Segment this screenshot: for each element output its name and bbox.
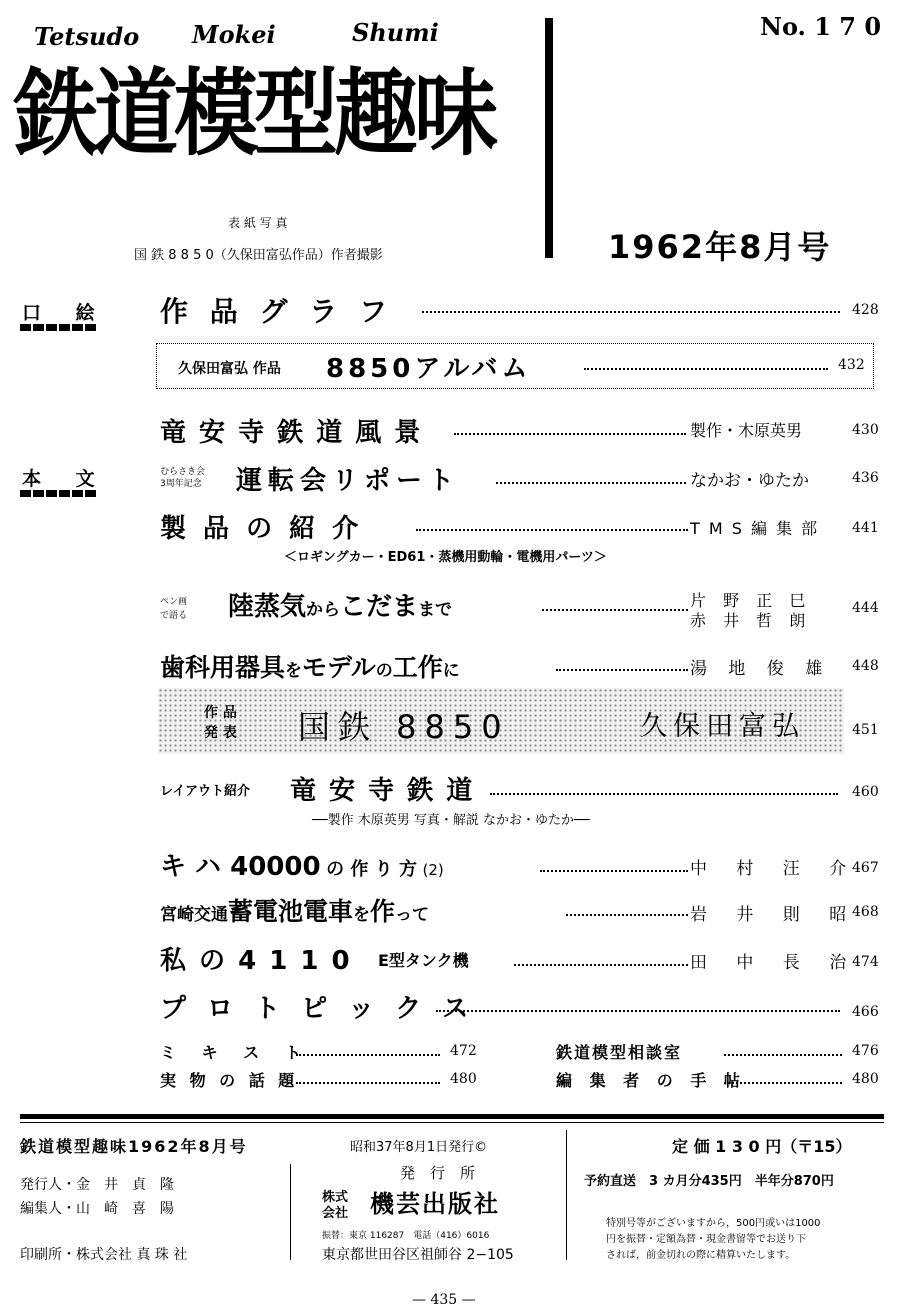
page-number: — 435 —: [412, 1292, 476, 1308]
colophon-top-rule-thin: [20, 1122, 884, 1123]
toc-shika-title-f: に: [442, 661, 460, 681]
colophon-company: 機芸出版社: [370, 1190, 500, 1218]
toc-miyazaki-title-b: を: [353, 905, 371, 925]
colophon-address: 東京都世田谷区祖師谷 2−105: [322, 1247, 514, 1263]
toc-album-page: 432: [838, 357, 865, 373]
toc-shika-author: 湯 地 俊 雄: [690, 659, 831, 679]
toc-miyazaki-leader: [566, 914, 688, 916]
toc-kokutetsu-page: 451: [852, 722, 879, 738]
toc-okajoki-title-b: から: [306, 600, 341, 620]
toc-kokutetsu-author: 久保田富弘: [640, 711, 805, 742]
toc-miyazaki-title-a: 蓄電池電車: [228, 897, 354, 926]
toc-kiha-part: (2): [422, 861, 444, 879]
toc-kokutetsu-tag1: 作 品: [204, 705, 237, 721]
toc-album-leader: [584, 368, 828, 370]
issue-date: 1962年8月号: [608, 228, 832, 266]
toc-sodan-title[interactable]: 鉄道模型相談室: [556, 1043, 683, 1062]
colophon-left-divider: [290, 1164, 291, 1260]
toc-okajoki-title-c: こだま: [340, 592, 419, 622]
toc-album-title: 8850アルバム: [326, 354, 532, 384]
toc-layout-page: 460: [852, 784, 879, 800]
toc-proto-leader: [436, 1010, 840, 1012]
toc-mixed-page: 472: [450, 1043, 477, 1059]
toc-okajoki-author1: 片 野 正 巳: [690, 591, 812, 610]
colophon-top-rule: [20, 1114, 884, 1119]
toc-okajoki-title-a: 陸蒸気: [228, 592, 307, 622]
toc-unten-title[interactable]: 運転会リポート: [236, 466, 461, 496]
colophon-printer: 印刷所・株式会社 真 珠 社: [20, 1247, 188, 1263]
toc-okajoki-tag1: ペン画: [160, 597, 188, 607]
toc-ryuanji-author: 製作・木原英男: [690, 421, 803, 440]
toc-unten-author: なかお・ゆたか: [690, 471, 809, 491]
colophon-price: 定 価 1 3 0 円（〒15）: [672, 1137, 852, 1156]
toc-shika-leader: [556, 669, 688, 671]
toc-shika-title[interactable]: [160, 648, 460, 684]
toc-kiha-title-b: の 作 り 方: [326, 859, 417, 880]
romaji-tetsudo: Tetsudo: [34, 22, 140, 51]
toc-unten-tag2: 3周年記念: [160, 479, 202, 489]
toc-layout-leader: [490, 793, 838, 795]
toc-shika-title-d: の: [375, 661, 393, 681]
toc-okajoki-author2: 赤 井 哲 朗: [690, 611, 812, 630]
toc-jitsubutsu-leader: [296, 1082, 440, 1084]
toc-kiha-page: 467: [852, 860, 879, 876]
toc-mixed-title[interactable]: ミ キ ス ト: [160, 1043, 311, 1062]
colophon-note-3: されば，前金切れの際に精算いたします。: [606, 1250, 796, 1261]
toc-proto-page: 466: [852, 1004, 879, 1020]
toc-graph-title[interactable]: 作 品 グ ラ フ: [160, 295, 393, 328]
toc-album-prefix: 久保田富弘 作品: [178, 361, 281, 377]
colophon-account: 振替：東京 116287 電話（416）6016: [322, 1231, 490, 1241]
toc-okajoki-page: 444: [852, 600, 879, 616]
colophon-note-2: 円を振替・定額為替・現金書留等でお送り下: [606, 1234, 806, 1245]
toc-okajoki-title-d: まで: [418, 600, 453, 620]
toc-kokutetsu-title: 国鉄 8850: [298, 708, 510, 746]
toc-sodan-leader: [724, 1054, 842, 1056]
toc-miyazaki-title[interactable]: [160, 892, 429, 928]
toc-watashi-author: 田 中 長 治: [690, 953, 859, 973]
section-honbun-bar: [20, 490, 98, 497]
toc-henshu-leader: [724, 1082, 842, 1084]
magazine-title: 鉄道模型趣味: [14, 58, 495, 169]
romaji-mokei: Mokei: [192, 20, 276, 49]
colophon-mid-divider: [566, 1130, 567, 1260]
toc-kokutetsu-tag2: 発 表: [204, 725, 237, 741]
colophon-subscription: 予約直送 3 カ月分435円 半年分870円: [584, 1174, 834, 1189]
toc-seihin-sub: ＜ロギングカー・ED61・蒸機用動輪・電機用パーツ＞: [284, 550, 607, 565]
colophon-kabushiki2: 会社: [322, 1206, 349, 1221]
section-kuchie: 口 絵: [22, 302, 109, 324]
cover-label: 表 紙 写 真: [228, 216, 288, 230]
masthead-divider: [545, 18, 553, 258]
colophon-kabushiki1: 株式: [322, 1190, 349, 1205]
toc-ryuanji-page: 430: [852, 422, 879, 438]
colophon-hakkosho: 発 行 所: [400, 1164, 476, 1182]
toc-layout-tag: レイアウト紹介: [160, 784, 250, 799]
toc-layout-sub: ──製作 木原英男 写真・解説 なかお・ゆたか──: [312, 813, 590, 828]
toc-watashi-leader: [514, 964, 688, 966]
toc-shika-page: 448: [852, 658, 879, 674]
toc-kiha-title-a: キ ハ 40000: [160, 852, 321, 882]
toc-jitsubutsu-title[interactable]: 実 物 の 話 題: [160, 1071, 299, 1090]
toc-ryuanji-leader: [454, 433, 686, 435]
section-honbun: 本 文: [22, 468, 109, 490]
toc-miyazaki-title-c: 作: [370, 897, 396, 926]
toc-seihin-page: 441: [852, 520, 879, 536]
toc-graph-leader: [422, 311, 840, 313]
toc-kiha-author: 中 村 汪 介: [690, 859, 859, 879]
toc-graph-page: 428: [852, 302, 879, 318]
romaji-shumi: Shumi: [352, 18, 439, 47]
colophon-title: 鉄道模型趣味1962年8月号: [20, 1137, 248, 1156]
toc-watashi-title[interactable]: 私 の 4 1 1 0: [160, 946, 352, 976]
toc-proto-title[interactable]: プ ロ ト ピ ッ ク ス: [160, 994, 475, 1024]
toc-watashi-sub: E型タンク機: [378, 951, 469, 970]
toc-miyazaki-title-d: って: [395, 905, 430, 925]
issue-number: No. 1 7 0: [760, 12, 882, 41]
colophon-editor: 編集人・山 崎 喜 陽: [20, 1201, 174, 1217]
toc-unten-leader: [496, 482, 686, 484]
toc-jitsubutsu-page: 480: [450, 1071, 477, 1087]
toc-seihin-author: T M S 編 集 部: [690, 519, 820, 538]
toc-shika-title-a: 歯科用器具: [160, 653, 286, 682]
toc-henshu-title[interactable]: 編 集 者 の 手 帖: [556, 1071, 746, 1090]
toc-layout-title[interactable]: 竜 安 寺 鉄 道: [290, 776, 475, 806]
toc-miyazaki-author: 岩 井 則 昭: [690, 905, 859, 925]
toc-seihin-title[interactable]: 製 品 の 紹 介: [160, 514, 363, 544]
toc-shika-title-b: を: [285, 661, 303, 681]
colophon-publisher: 発行人・金 井 貞 隆: [20, 1177, 174, 1193]
toc-henshu-page: 480: [852, 1071, 879, 1087]
toc-okajoki-leader: [542, 609, 688, 611]
toc-kiha-leader: [540, 870, 688, 872]
toc-watashi-page: 474: [852, 954, 879, 970]
section-kuchie-bar: [20, 324, 98, 331]
toc-miyazaki-page: 468: [852, 904, 879, 920]
toc-okajoki-title[interactable]: [228, 586, 452, 623]
toc-kiha-title[interactable]: [160, 846, 444, 883]
toc-mixed-leader: [296, 1054, 440, 1056]
toc-shika-title-e: 工作: [392, 653, 443, 682]
toc-okajoki-tag2: で語る: [160, 611, 188, 621]
toc-sodan-page: 476: [852, 1043, 879, 1059]
colophon-note-1: 特別号等がございますから，500円或いは1000: [606, 1218, 821, 1229]
toc-unten-page: 436: [852, 470, 879, 486]
toc-unten-tag1: むらさき会: [160, 467, 206, 477]
colophon-date: 昭和37年8月1日発行©: [350, 1140, 488, 1155]
toc-miyazaki-prefix: 宮崎交通: [160, 905, 228, 925]
cover-caption: 国 鉄 8 8 5 0（久保田富弘作品）作者撮影: [134, 248, 383, 263]
toc-seihin-leader: [416, 529, 688, 531]
toc-ryuanji-title[interactable]: 竜 安 寺 鉄 道 風 景: [160, 418, 423, 448]
toc-shika-title-c: モデル: [302, 653, 376, 682]
